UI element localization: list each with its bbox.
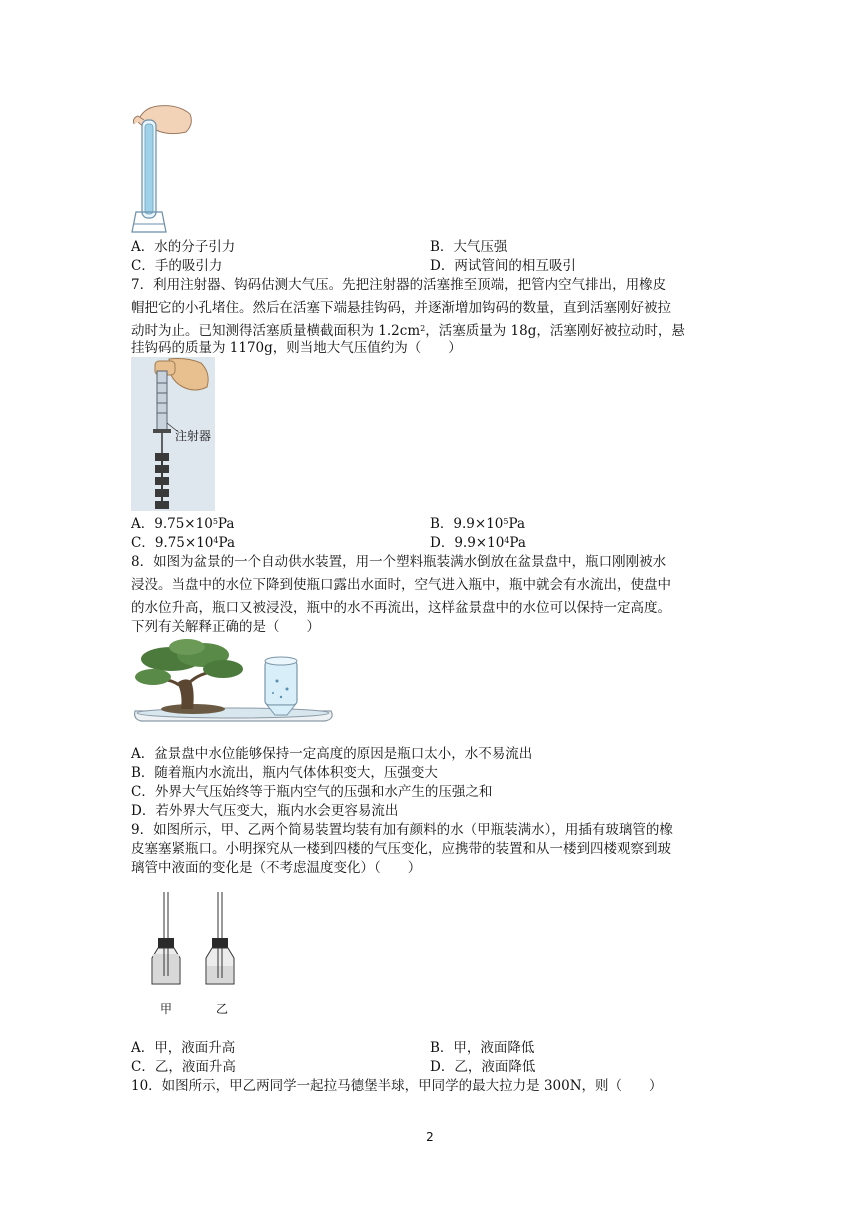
q6-option-a[interactable]: A．水的分子引力 [131, 239, 236, 255]
q8-stem-line-4: 下列有关解释正确的是（ ） [131, 619, 320, 635]
q9-option-d[interactable]: D．乙，液面降低 [430, 1059, 536, 1075]
q9-stem-line-2: 皮塞塞紧瓶口。小明探究从一楼到四楼的气压变化，应携带的装置和从一楼到四楼观察到玻 [131, 841, 671, 857]
q6-option-c[interactable]: C．手的吸引力 [131, 258, 223, 274]
q7-option-b[interactable]: B．$9.9\times 10^5Pa$ [430, 516, 526, 532]
q10-stem-line-1: 10．如图所示，甲乙两同学一起拉马德堡半球，甲同学的最大拉力是 300N，则（ ） [131, 1078, 663, 1094]
q9-label-jia: 甲 [160, 1002, 173, 1016]
q8-option-b[interactable]: B．随着瓶内水流出，瓶内气体体积变大，压强变大 [131, 765, 438, 781]
q8-stem-line-2: 浸没。当盘中的水位下降到使瓶口露出水面时，空气进入瓶中，瓶中就会有水流出，使盘中 [131, 577, 671, 593]
q7-cm-superscript: 2 [420, 324, 426, 333]
q8-bonsai-figure [131, 637, 337, 727]
page-number: 2 [426, 1130, 434, 1144]
q8-option-a[interactable]: A．盆景盘中水位能够保持一定高度的原因是瓶口太小，水不易流出 [131, 746, 533, 762]
q8-stem-line-1: 8．如图为盆景的一个自动供水装置，用一个塑料瓶装满水倒放在盆景盘中，瓶口刚刚被水 [131, 554, 667, 570]
q8-option-d[interactable]: D．若外界大气压变大，瓶内水会更容易流出 [131, 803, 399, 819]
q9-option-a[interactable]: A．甲，液面升高 [131, 1040, 236, 1056]
q6-test-tube-figure [128, 100, 198, 240]
q9-stem-line-3: 璃管中液面的变化是（不考虑温度变化）（ ） [131, 860, 422, 876]
q9-option-b[interactable]: B．甲，液面降低 [430, 1040, 535, 1056]
q7-option-d[interactable]: D．$9.9\times 10^4Pa$ [430, 535, 526, 551]
q7-stem-line-4: 挂钩码的质量为 1170g，则当地大气压值约为（ ） [131, 340, 462, 356]
q6-option-b[interactable]: B．大气压强 [430, 239, 508, 255]
q7-option-c[interactable]: C．$9.75\times 10^4Pa$ [131, 535, 236, 551]
q9-stem-line-1: 9．如图所示，甲、乙两个简易装置均装有加有颜料的水（甲瓶装满水），用插有玻璃管的橡 [131, 822, 673, 838]
q7-stem-line-2: 帽把它的小孔堵住。然后在活塞下端悬挂钩码，并逐渐增加钩码的数量，直到活塞刚好被拉 [131, 300, 671, 316]
q7-stem-line-3: 动时为止。已知测得活塞质量横截面积为 $1.2cm^2$，活塞质量为 18g，活塞刚好被拉动时，悬 [131, 323, 685, 339]
q9-label-yi: 乙 [216, 1002, 229, 1016]
q7-syringe-figure [131, 357, 215, 511]
q7-stem-line-1: 7．利用注射器、钩码估测大气压。先把注射器的活塞推至顶端，把管内空气排出，用橡皮 [131, 277, 667, 293]
q7-option-a[interactable]: A．$9.75\times 10^5Pa$ [131, 516, 235, 532]
q8-option-c[interactable]: C．外界大气压始终等于瓶内空气的压强和水产生的压强之和 [131, 784, 493, 800]
q9-option-c[interactable]: C．乙，液面升高 [131, 1059, 236, 1075]
q9-bottles-figure [148, 892, 248, 992]
q8-stem-line-3: 的水位升高，瓶口又被浸没，瓶中的水不再流出，这样盆景盘中的水位可以保持一定高度。 [131, 600, 671, 616]
q6-option-d[interactable]: D．两试管间的相互吸引 [430, 258, 576, 274]
q7-syringe-label: 注射器 [175, 429, 212, 443]
